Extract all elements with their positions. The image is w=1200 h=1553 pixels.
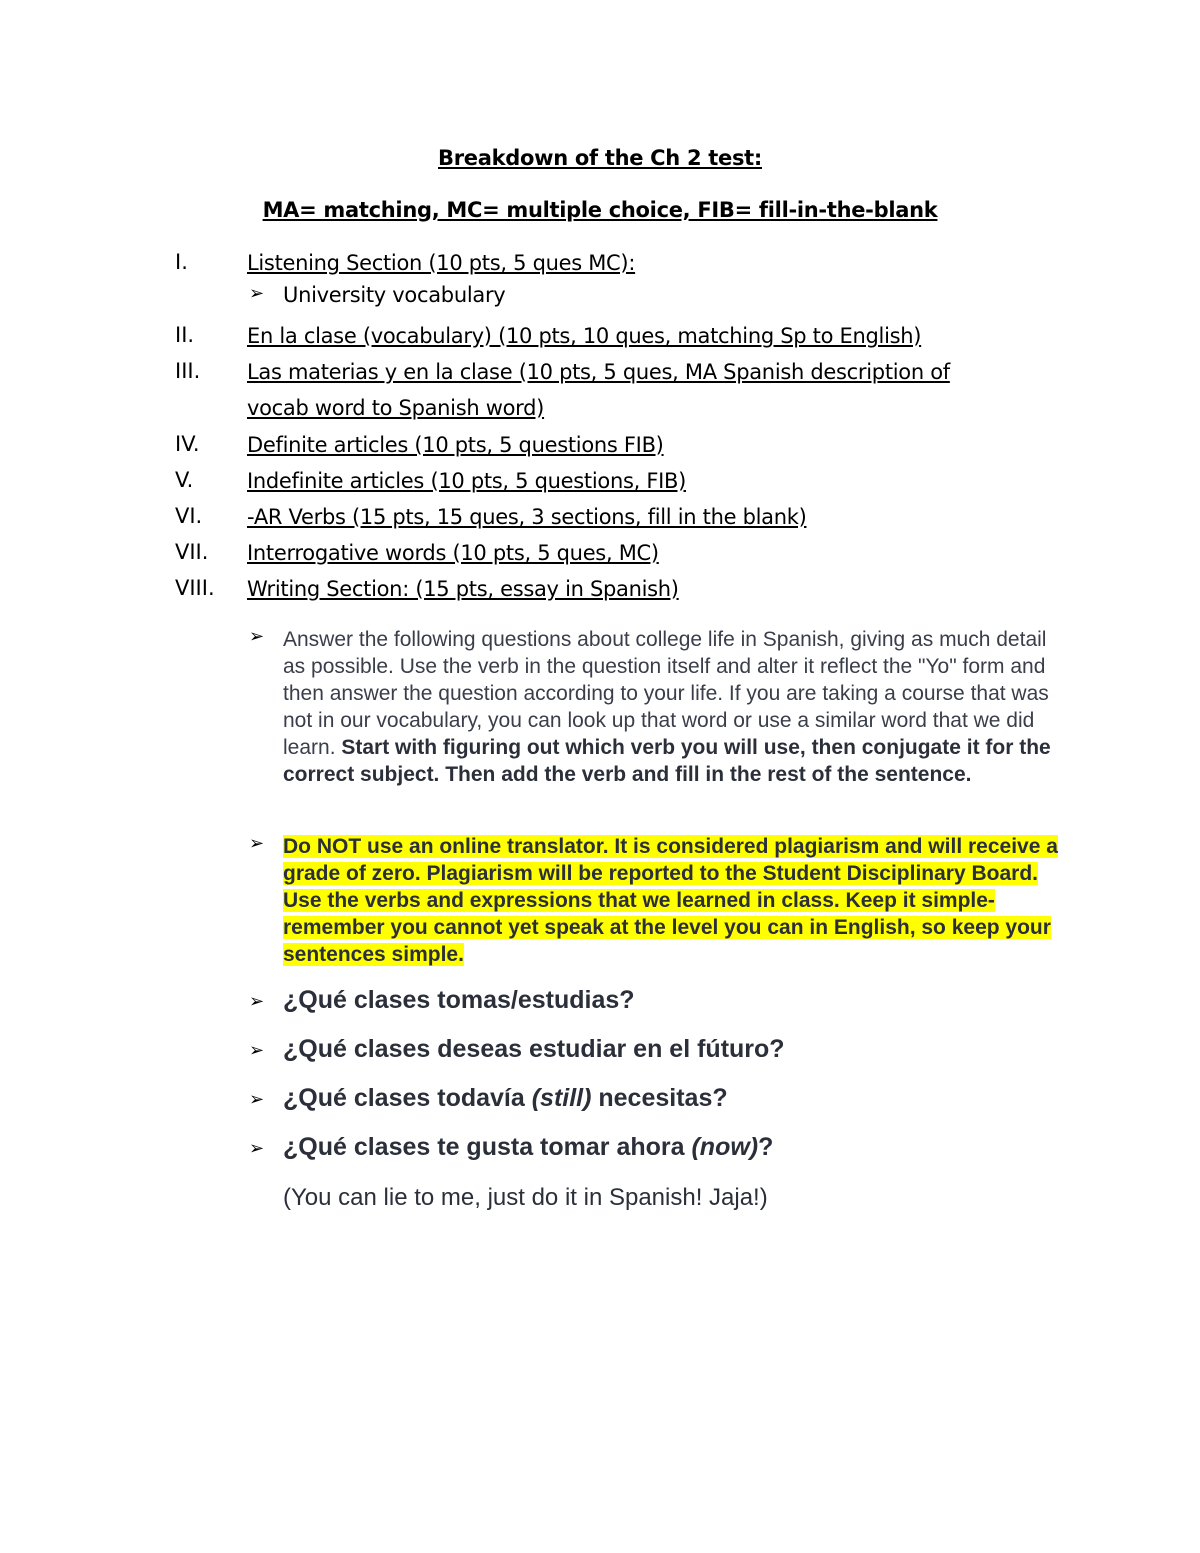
section-title: Indefinite articles (10 pts, 5 questions, FIB) xyxy=(247,469,687,493)
listening-sub-item: University vocabulary xyxy=(283,283,506,307)
plagiarism-warning xyxy=(283,833,1063,968)
warning-text: Do NOT use an online translator. It is considered plagiarism and will receive a grade of zero. Plagiarism will be reported to the Student Disciplinary Board. Use the verbs and expressions that we learned in class. Keep it simple- remember you cannot yet speak at the level you can in English, so keep your sentences simple. xyxy=(283,835,1058,966)
question-2: ¿Qué clases deseas estudiar en el fúturo? xyxy=(283,1035,785,1063)
list-item xyxy=(249,1035,785,1064)
arrow-bullet-icon: ➢ xyxy=(249,1138,265,1159)
arrow-bullet-icon: ➢ xyxy=(249,283,265,304)
section-title: Interrogative words (10 pts, 5 ques, MC) xyxy=(247,541,659,565)
section-title: En la clase (vocabulary) (10 pts, 10 ques, matching Sp to English) xyxy=(247,324,922,348)
section-title: Definite articles (10 pts, 5 questions FIB) xyxy=(247,433,664,457)
list-item xyxy=(249,986,635,1015)
arrow-bullet-icon: ➢ xyxy=(249,833,265,854)
list-item xyxy=(249,283,505,307)
document-title: Breakdown of the Ch 2 test: xyxy=(438,146,762,170)
instructions-text: Answer the following questions about college life in Spanish, giving as much detail as possible. Use the verb in the question itself and alter it reflect the "Yo" form and then answer the question according to your life. If you are taking a course that was not in our vocabulary, you can look up that word or use a similar word that we did learn. xyxy=(283,628,1049,759)
abbreviation-legend: MA= matching, MC= multiple choice, FIB= fill-in-the-blank xyxy=(262,198,938,222)
instructions-emphasis: Start with figuring out which verb you will use, then conjugate it for the correct subject. Then add the verb and fill in the rest of the sentence. xyxy=(283,736,1051,786)
section-title: -AR Verbs (15 pts, 15 ques, 3 sections, fill in the blank) xyxy=(247,505,807,529)
list-item xyxy=(249,626,1063,788)
section-title: Listening Section (10 pts, 5 ques MC): xyxy=(247,251,636,275)
arrow-bullet-icon: ➢ xyxy=(249,626,265,647)
section-numeral: VIII. xyxy=(175,576,215,600)
closing-note: (You can lie to me, just do it in Spanish! Jaja!) xyxy=(283,1184,768,1211)
section-title: Las materias y en la clase (10 pts, 5 ques, MA Spanish description of vocab word to Spanish word) xyxy=(247,360,950,420)
section-numeral: III. xyxy=(175,359,201,383)
writing-instructions xyxy=(283,626,1063,788)
section-numeral: VII. xyxy=(175,540,209,564)
section-numeral: IV. xyxy=(175,432,200,456)
section-numeral: I. xyxy=(175,250,188,274)
section-title: Writing Section: (15 pts, essay in Spanish) xyxy=(247,577,679,601)
arrow-bullet-icon: ➢ xyxy=(249,1089,265,1110)
question-4: ¿Qué clases te gusta tomar ahora (now)? xyxy=(283,1133,774,1161)
list-item xyxy=(249,1133,773,1162)
list-item xyxy=(249,833,1063,968)
section-numeral: VI. xyxy=(175,504,203,528)
question-1: ¿Qué clases tomas/estudias? xyxy=(283,986,635,1014)
arrow-bullet-icon: ➢ xyxy=(249,1040,265,1061)
arrow-bullet-icon: ➢ xyxy=(249,991,265,1012)
list-item xyxy=(249,1084,728,1113)
section-numeral: II. xyxy=(175,323,195,347)
question-3: ¿Qué clases todavía (still) necesitas? xyxy=(283,1084,728,1112)
section-numeral: V. xyxy=(175,468,194,492)
